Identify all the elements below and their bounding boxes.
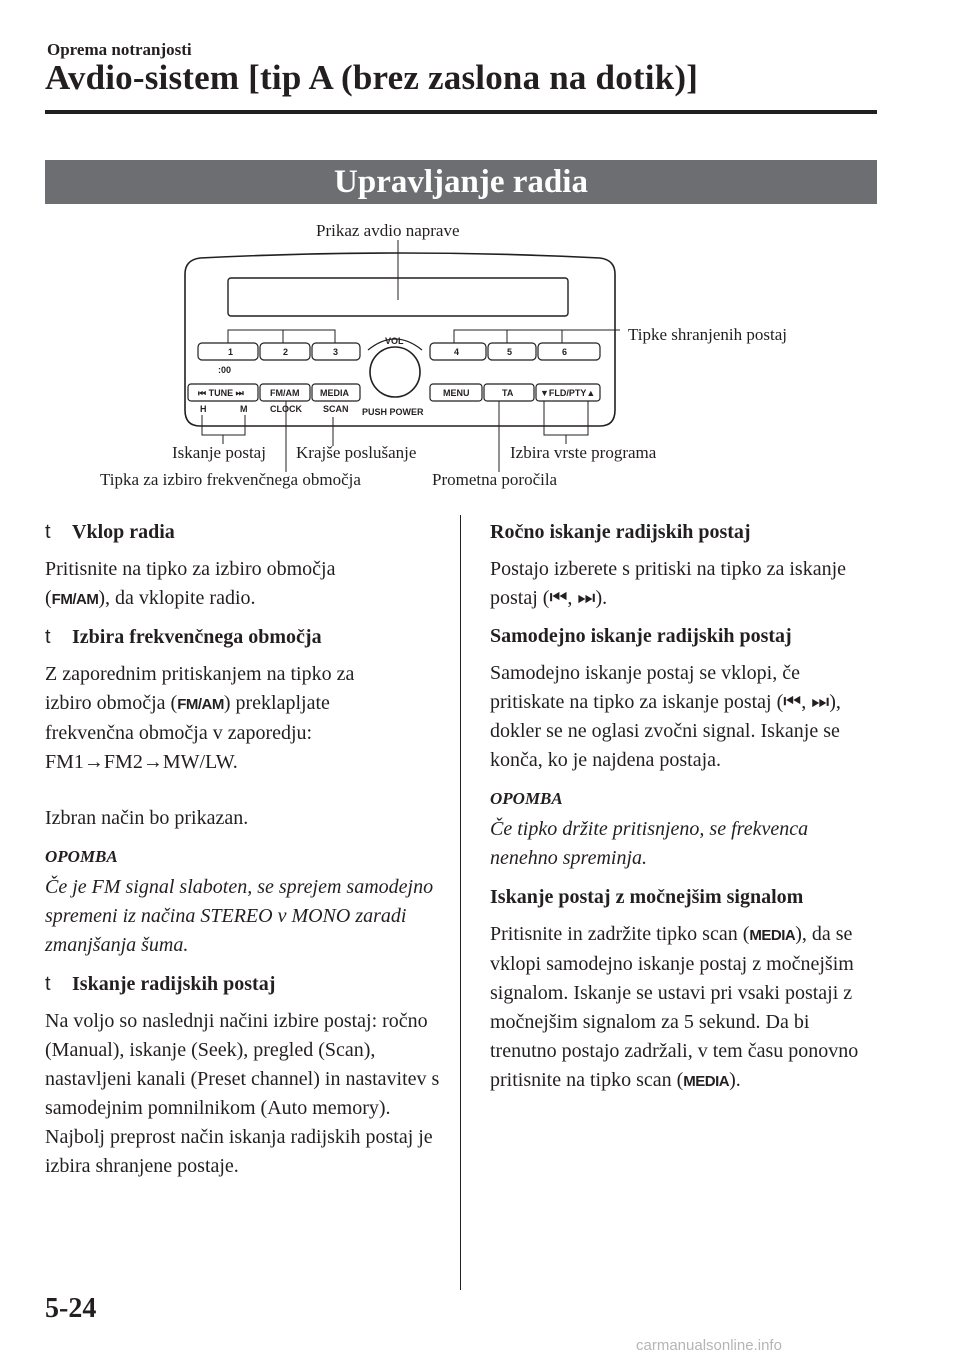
para-mode-shown: Izbran način bo prikazan. [45,807,249,829]
tune-label: ⏮ TUNE ⏭ [198,388,244,398]
heading-auto: Samodejno iskanje radijskih postaj [490,625,792,647]
vol-label: VOL [385,336,404,346]
radio-diagram [0,210,960,500]
preset-2-label: 2 [283,347,289,357]
watermark: carmanualsonline.info [636,1337,782,1354]
breadcrumb: Oprema notranjosti [47,40,192,59]
media-chip-icon: MEDIA [683,1073,730,1090]
preset-3-label: 3 [333,347,339,357]
preset-button-6[interactable] [538,343,600,360]
heading-manual: Ročno iskanje radijskih postaj [490,521,751,543]
note-label: OPOMBA [45,847,118,866]
page-number: 5-24 [45,1293,97,1324]
callout-band: Tipka za izbiro frekvenčnega območja [100,470,361,489]
clock-00-label: :00 [218,365,232,375]
callout-scan: Krajše poslušanje [296,443,417,462]
seek-arrows-icon: ⏮, ⏭ [549,587,596,609]
para-radio-on: Pritisnite na tipko za izbiro območja (FM/AM), da vklopite radio. [45,558,336,609]
scan-label: SCAN [323,404,349,414]
page-title: Avdio-sistem [tip A (brez zaslona na dotik)] [45,58,699,97]
media-label: MEDIA [320,388,349,398]
left-column [45,518,440,1190]
heading-search: t Iskanje radijskih postaj [45,970,440,999]
push-power-label: PUSH POWER [362,407,424,417]
callout-ta: Prometna poročila [432,470,558,489]
para-strong-signal: Pritisnite in zadržite tipko scan (MEDIA), da se vklopi samodejno iskanje postaj z močnejšim signalom. Iskanje se ustavi pri vsaki postaji z močnejšim signalom za 5 sekund. Da bi trenutno postajo zadržali, v tem času ponovno pritisnite na tipko scan (MEDIA). [490,923,859,1091]
media-chip-icon: MEDIA [749,927,796,944]
ta-label: TA [502,388,514,398]
note-label: OPOMBA [490,789,563,808]
preset-6-label: 6 [562,347,568,357]
callout-display: Prikaz avdio naprave [316,221,460,240]
section-banner: Upravljanje radia [45,160,877,204]
callout-pty: Izbira vrste programa [510,443,657,462]
bullet-icon: t [45,521,51,543]
heading-strong-signal: Iskanje postaj z močnejšim signalom [490,886,804,908]
h-label: H [200,404,207,414]
para-auto: Samodejno iskanje postaj se vklopi, če pritiskate na tipko za iskanje postaj (⏮, ⏭), dokler se ne oglasi zvočni signal. Iskanje se konča, ko je najdena postaja. [490,662,841,771]
bullet-icon: t [45,626,51,648]
para-manual: Postajo izberete s pritiski na tipko za iskanje postaj (⏮, ⏭). [490,558,847,609]
seek-back-icon: ⏮ [783,691,802,713]
preset-1-label: 1 [228,347,234,357]
heading-radio-on: t Vklop radia [45,518,440,547]
menu-label: MENU [443,388,470,398]
para-search: Na voljo so naslednji načini izbire postaj: ročno (Manual), iskanje (Seek), pregled (Scan), nastavljeni kanali (Preset channel) in nastavitev s samodejnim pomnilnikom (Auto memory). Najbolj preprost način iskanja radijskih postaj je izbira shranjene postaje. [45,1010,440,1177]
column-divider [460,515,461,1290]
right-column [490,518,875,1105]
callout-seek: Iskanje postaj [172,443,266,462]
preset-4-label: 4 [454,347,460,357]
heading-band: t Izbira frekvenčnega območja [45,623,440,652]
para-band: Z zaporednim pritiskanjem na tipko za izbiro območja (FM/AM) preklapljate frekvenčna območja v zaporedju: FM1→FM2→MW/LW. [45,663,355,773]
volume-knob[interactable] [370,347,420,397]
callout-presets: Tipke shranjenih postaj [628,325,787,344]
preset-5-label: 5 [507,347,513,357]
title-rule [45,110,877,114]
fm-am-label: FM/AM [270,388,300,398]
note-hold: Če tipko držite pritisnjeno, se frekvenca nenehno spreminja. [490,818,809,869]
bullet-icon: t [45,973,51,995]
seek-forward-icon: ⏭ [811,691,830,713]
clock-label: CLOCK [270,404,302,414]
note-fm-signal: Če je FM signal slaboten, se sprejem samodejno spremeni iz načina STEREO v MONO zaradi zmanjšanja šuma. [45,876,434,956]
fm-am-chip-icon: FM/AM [177,696,224,713]
m-label: M [240,404,248,414]
fm-am-chip-icon: FM/AM [51,591,99,608]
fld-pty-label: ▼FLD/PTY▲ [540,388,596,398]
